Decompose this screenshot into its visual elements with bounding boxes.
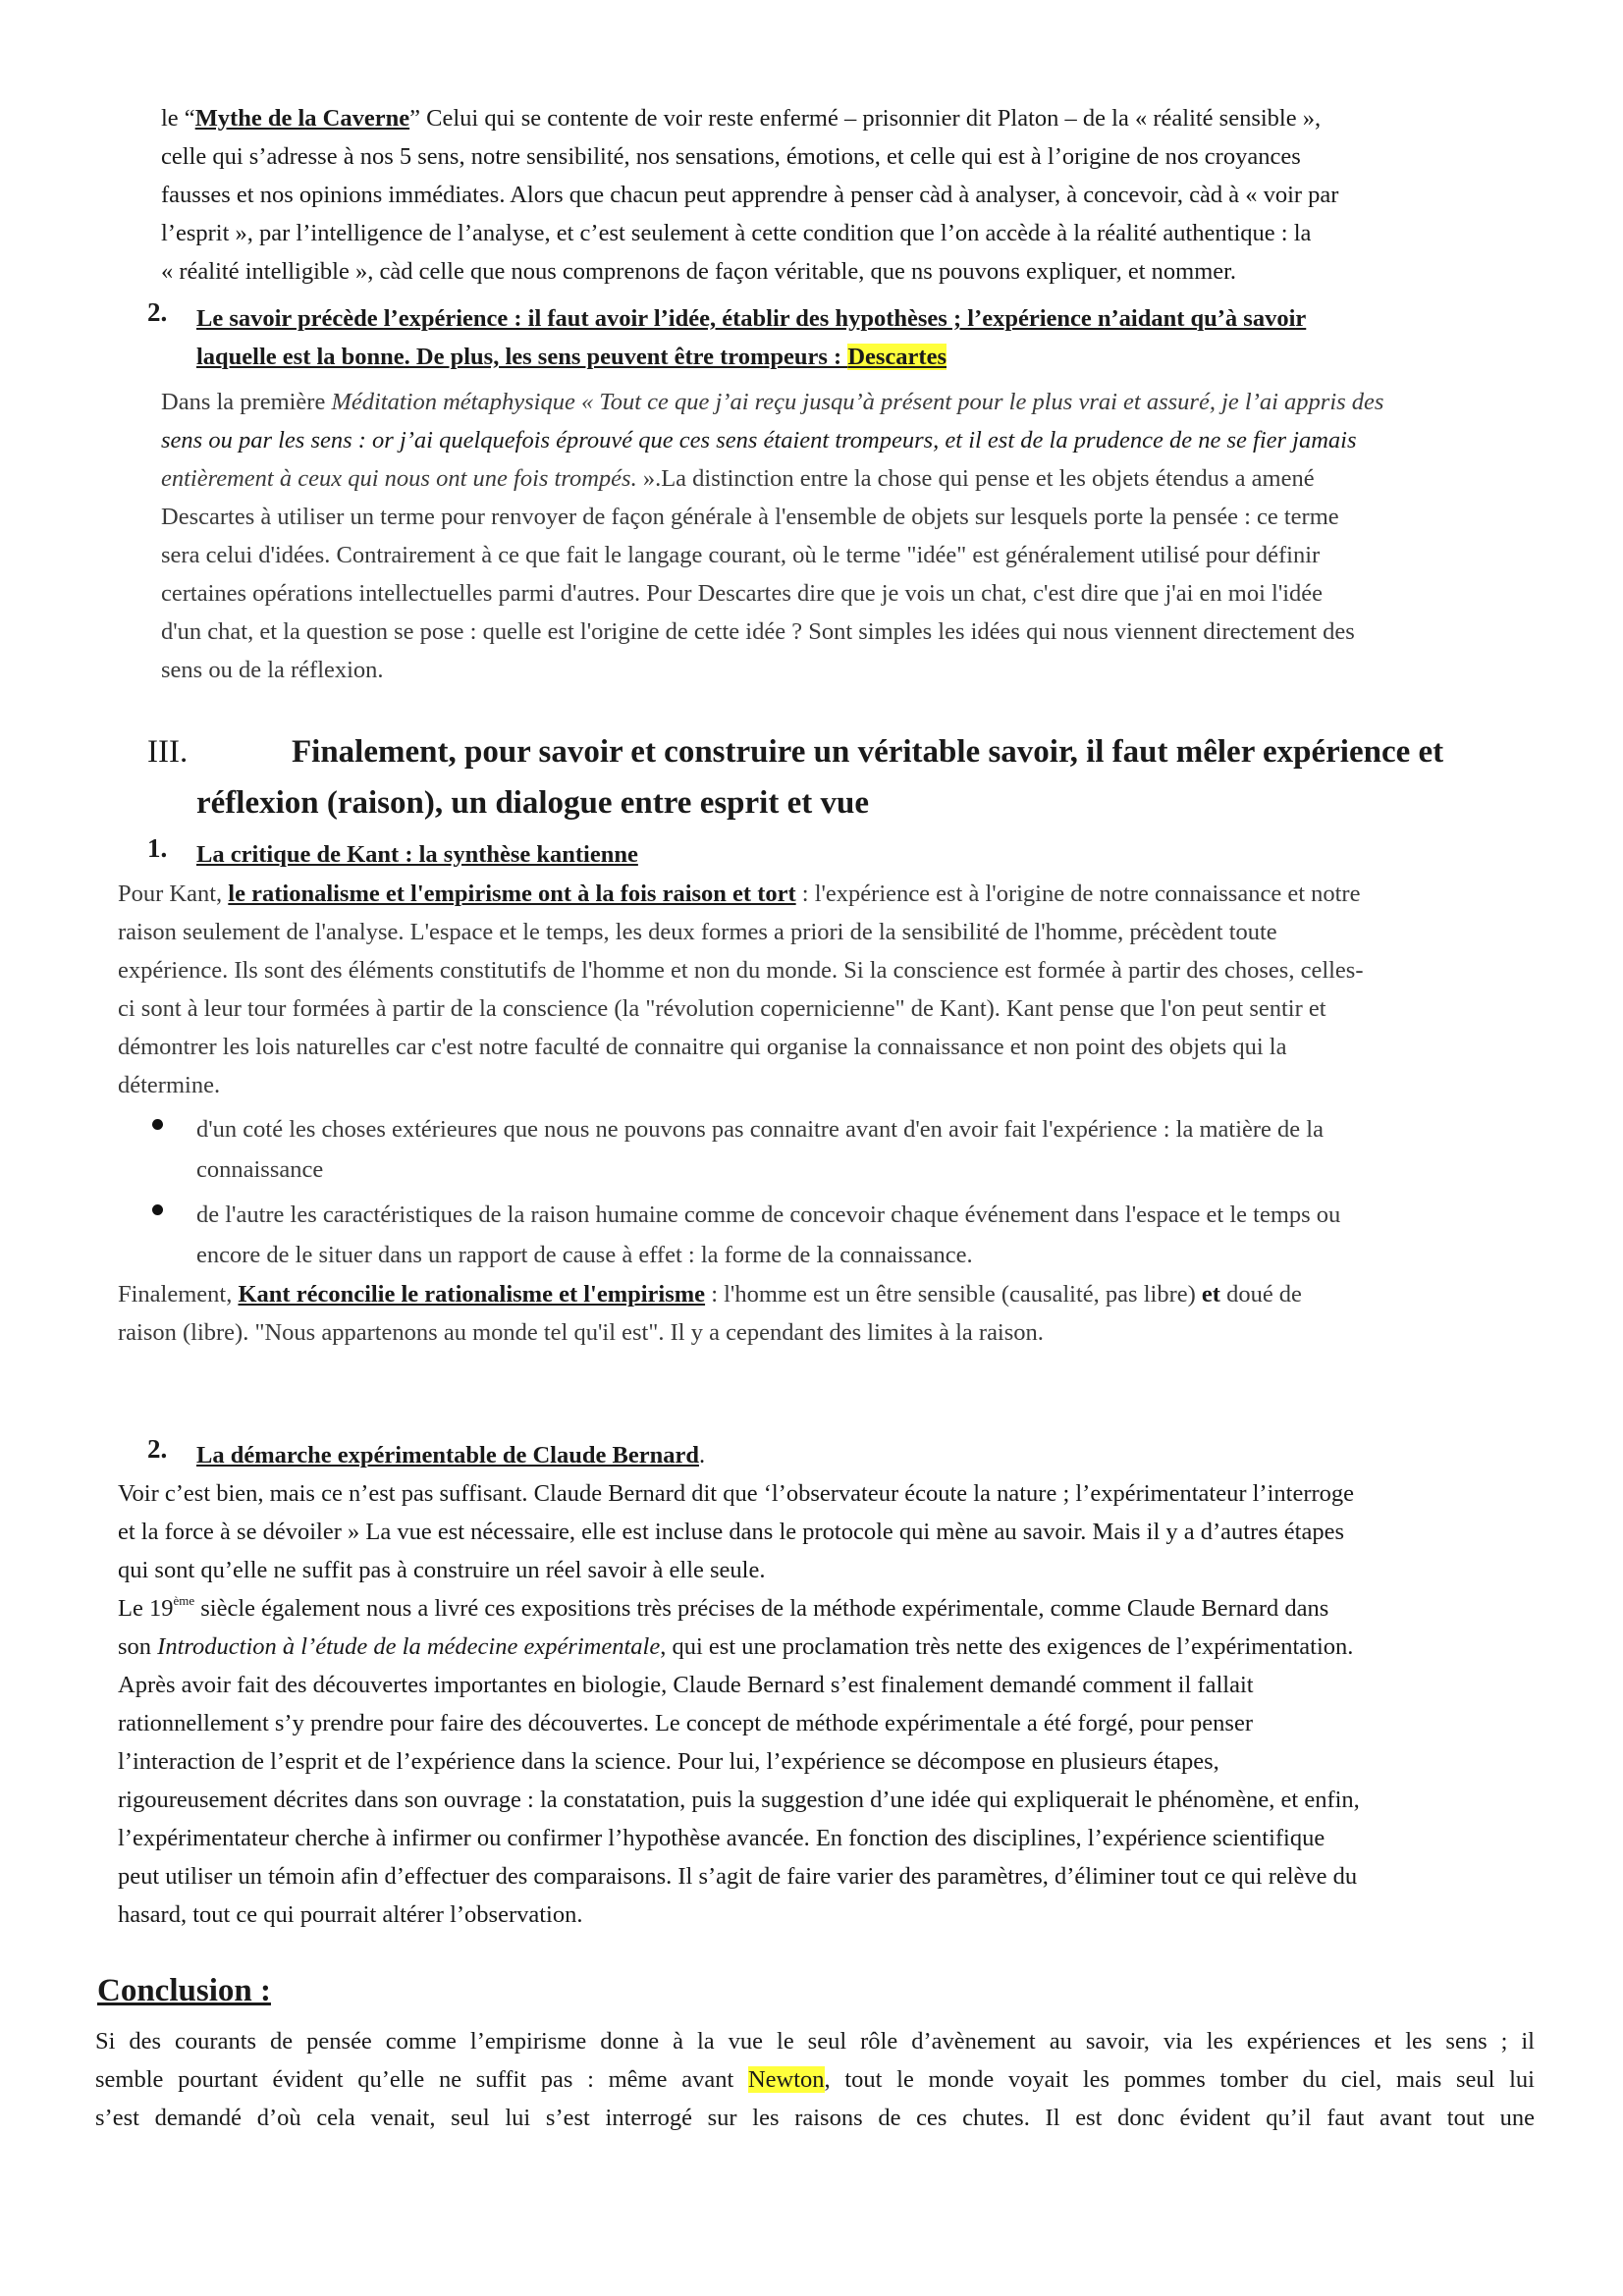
descartes-line-6: certaines opérations intellectuelles parmi d'autres. Pour Descartes dire que je vois un chat, c'est dire que j'ai en moi l'idée: [161, 580, 1324, 607]
text: son: [118, 1633, 158, 1660]
bernard-line-6: Après avoir fait des découvertes importantes en biologie, Claude Bernard s’est finalement demandé comment il fallait: [118, 1672, 1254, 1698]
kant-final-line-2: raison (libre). "Nous appartenons au monde tel qu'il est". Il y a cependant des limites à la raison.: [118, 1319, 1044, 1346]
conclusion-line-3: s’est demandé d’où cela venait, seul lui s’est interrogé sur les raisons de ces chutes. Il est donc évident qu’il faut avant tout une: [95, 2105, 1535, 2131]
kant-line-2: raison seulement de l'analyse. L'espace et le temps, les deux formes a priori de la sensibilité de l'homme, précèdent toute: [118, 919, 1277, 945]
myth-cave-term: Mythe de la Caverne: [194, 105, 410, 132]
descartes-line-3: [161, 459, 1315, 498]
bernard-line-10: l’expérimentateur cherche à infirmer ou confirmer l’hypothèse avancée. En fonction des disciplines, l’expérience scientifique: [118, 1825, 1325, 1851]
text: laquelle est la bonne. De plus, les sens peuvent être trompeurs :: [196, 344, 848, 370]
kant-line-5: démontrer les lois naturelles car c'est notre faculté de connaitre qui organise la connaissance et non point des objets qui la: [118, 1034, 1287, 1060]
text: siècle également nous a livré ces expositions très précises de la méthode expérimentale, comme Claude Bernard dans: [194, 1595, 1329, 1622]
descartes-line-1: [161, 383, 1383, 421]
part-title-line-2: réflexion (raison), un dialogue entre esprit et vue: [196, 785, 869, 821]
text: ».La distinction entre la chose qui pense et les objets étendus a amené: [636, 465, 1315, 492]
bullet-icon: [152, 1119, 163, 1130]
kant-line-3: expérience. Ils sont des éléments constitutifs de l'homme et non du monde. Si la conscience est formée à partir des choses, celles-: [118, 957, 1364, 984]
bernard-line-11: peut utiliser un témoin afin d’effectuer des comparaisons. Il s’agit de faire varier des paramètres, d’éliminer tout ce qui relève du: [118, 1863, 1358, 1890]
conclusion-line-1: Si des courants de pensée comme l’empirisme donne à la vue le seul rôle d’avènement au savoir, via les expériences et les sens ; il: [95, 2028, 1535, 2055]
kant-bullet-1-line-2: connaissance: [196, 1156, 324, 1183]
text: Dans la première: [161, 389, 332, 415]
text: Le 19: [118, 1595, 174, 1622]
kant-heading: La critique de Kant : la synthèse kantienne: [196, 841, 638, 868]
text: : l'expérience est à l'origine de notre connaissance et notre: [795, 881, 1361, 907]
bernard-line-7: rationnellement s’y prendre pour faire des découvertes. Le concept de méthode expérimentale a été forgé, pour penser: [118, 1710, 1253, 1736]
kant-line-6: détermine.: [118, 1072, 221, 1098]
text: le “: [161, 105, 195, 132]
et-bold: et: [1201, 1281, 1220, 1308]
subsection-number: 2.: [147, 1434, 168, 1464]
conclusion-title: Conclusion :: [97, 1973, 271, 2008]
bernard-line-9: rigoureusement décrites dans son ouvrage : la constatation, puis la suggestion d’une idée qui expliquerait le phénomène, et enfin,: [118, 1787, 1360, 1813]
bernard-line-3: qui sont qu’elle ne suffit pas à construire un réel savoir à elle seule.: [118, 1557, 766, 1583]
bernard-heading: [196, 1436, 705, 1474]
text: , tout le monde voyait les pommes tomber du ciel, mais seul lui: [824, 2066, 1535, 2093]
descartes-line-8: sens ou de la réflexion.: [161, 657, 384, 683]
text: ” Celui qui se contente de voir reste enfermé – prisonnier dit Platon – de la « réalité sensible »,: [409, 105, 1322, 132]
kant-emphasis: le rationalisme et l'empirisme ont à la fois raison et tort: [228, 881, 796, 907]
bernard-line-4: [118, 1589, 1328, 1628]
kant-bullet-1-line-1: d'un coté les choses extérieures que nous ne pouvons pas connaitre avant d'en avoir fait l'expérience : la matière de la: [196, 1116, 1324, 1143]
text: Pour Kant,: [118, 881, 229, 907]
descartes-line-4: Descartes à utiliser un terme pour renvoyer de façon générale à l'ensemble de objets sur lesquels porte la pensée : ce terme: [161, 504, 1339, 530]
section-number: 2.: [147, 297, 168, 327]
kant-bullet-2-line-1: de l'autre les caractéristiques de la raison humaine comme de concevoir chaque événement dans l'espace et le temps ou: [196, 1201, 1341, 1228]
text: doué de: [1219, 1281, 1302, 1308]
descartes-line-2: sens ou par les sens : or j’ai quelquefois éprouvé que ces sens étaient trompeurs, et il est de la prudence de ne se fier jamais: [161, 427, 1357, 454]
intro-line-4: l’esprit », par l’intelligence de l’analyse, et c’est seulement à cette condition que l’on accède à la réalité authentique : la: [161, 220, 1312, 246]
highlight-descartes: Descartes: [847, 344, 947, 370]
text: semble pourtant évident qu’elle ne suffit pas : même avant: [95, 2066, 748, 2093]
subsection-number: 1.: [147, 833, 168, 863]
bernard-line-1: Voir c’est bien, mais ce n’est pas suffisant. Claude Bernard dit que ‘l’observateur écoute la nature ; l’expérimentateur l’interroge: [118, 1480, 1355, 1507]
kant-line-4: ci sont à leur tour formées à partir de la conscience (la "révolution copernicienne" de Kant). Kant pense que l'on peut sentir et: [118, 995, 1326, 1022]
intro-line-2: celle qui s’adresse à nos 5 sens, notre sensibilité, nos sensations, émotions, et celle qui est à l’origine de nos croyances: [161, 143, 1301, 170]
kant-bullet-2-line-2: encore de le situer dans un rapport de cause à effet : la forme de la connaissance.: [196, 1242, 973, 1268]
part-title-line-1: Finalement, pour savoir et construire un véritable savoir, il faut mêler expérience et: [292, 734, 1444, 770]
section-heading-line-1: Le savoir précède l’expérience : il faut avoir l’idée, établir des hypothèses ; l’expérience n’aidant qu’à savoir: [196, 305, 1307, 332]
highlight-newton: Newton: [747, 2066, 825, 2093]
bernard-line-2: et la force à se dévoiler » La vue est nécessaire, elle est incluse dans le protocole qui mène au savoir. Mais il y a d’autres étapes: [118, 1519, 1345, 1545]
text: , qui est une proclamation très nette des exigences de l’expérimentation.: [660, 1633, 1354, 1660]
book-title: Introduction à l’étude de la médecine expérimentale: [157, 1633, 661, 1660]
quote-italic: entièrement à ceux qui nous ont une fois trompés.: [161, 465, 637, 492]
kant-final-line-1: [118, 1275, 1302, 1313]
descartes-line-5: sera celui d'idées. Contrairement à ce que fait le langage courant, où le terme "idée" est généralement utilisé pour définir: [161, 542, 1321, 568]
superscript: ème: [173, 1593, 195, 1608]
conclusion-line-2: [95, 2060, 1535, 2099]
quote-italic: Méditation métaphysique « Tout ce que j’ai reçu jusqu’à présent pour le plus vrai et assuré, je l’ai appris des: [331, 389, 1384, 415]
bernard-heading-text: La démarche expérimentable de Claude Bernard: [196, 1442, 699, 1468]
intro-line-1: [161, 99, 1321, 137]
bernard-line-12: hasard, tout ce qui pourrait altérer l’observation.: [118, 1901, 583, 1928]
bernard-line-8: l’interaction de l’esprit et de l’expérience dans la science. Pour lui, l’expérience se décompose en plusieurs étapes,: [118, 1748, 1219, 1775]
intro-line-5: « réalité intelligible », càd celle que nous comprenons de façon véritable, que ns pouvons expliquer, et nommer.: [161, 258, 1237, 285]
kant-reconcile-emphasis: Kant réconcilie le rationalisme et l'empirisme: [238, 1281, 706, 1308]
bullet-icon: [152, 1204, 163, 1215]
bernard-line-5: [118, 1628, 1353, 1666]
descartes-line-7: d'un chat, et la question se pose : quelle est l'origine de cette idée ? Sont simples les idées qui nous viennent directement des: [161, 618, 1355, 645]
intro-line-3: fausses et nos opinions immédiates. Alors que chacun peut apprendre à penser càd à analyser, à concevoir, càd à « voir par: [161, 182, 1339, 208]
section-heading-line-2: [196, 338, 947, 376]
part-number: III.: [147, 734, 189, 770]
kant-line-1: [118, 875, 1360, 913]
text: .: [698, 1442, 706, 1468]
text: Finalement,: [118, 1281, 239, 1308]
text: : l'homme est un être sensible (causalité, pas libre): [705, 1281, 1202, 1308]
